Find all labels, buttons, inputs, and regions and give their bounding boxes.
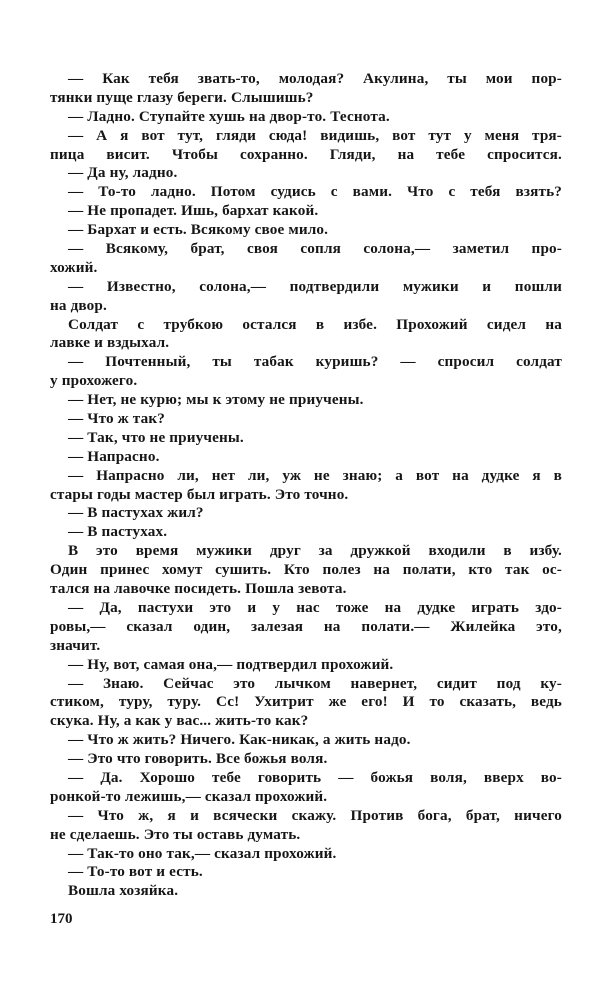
text-line: стиком, туру, туру. Сс! Ухитрит же его! И то сказать, ведь [50, 693, 562, 711]
text-line: — Напрасно. [68, 447, 160, 465]
text-line: — Да, пастухи это и у нас тоже на дудке играть здо- [68, 598, 562, 616]
text-line: — В пастухах жил? [68, 504, 204, 522]
page-number: 170 [50, 911, 73, 927]
text-line: — Всякому, брат, своя сопля солона,— заметил про- [68, 240, 562, 258]
text-line: тался на лавочке посидеть. Пошла зевота. [50, 580, 347, 598]
text-line: хожий. [50, 258, 98, 276]
text-line: не сделаешь. Это ты оставь думать. [50, 825, 301, 843]
text-line: — То-то ладно. Потом судись с вами. Что с тебя взять? [68, 183, 562, 201]
text-line: — То-то вот и есть. [68, 863, 203, 881]
text-line: — Знаю. Сейчас это лычком навернет, сидит под ку- [68, 674, 562, 692]
text-line: скука. Ну, а как у вас... жить-то как? [50, 712, 309, 730]
text-line: — Так-то оно так,— сказал прохожий. [68, 844, 337, 862]
text-line: у прохожего. [50, 372, 138, 390]
text-line: — Это что говорить. Все божья воля. [68, 750, 328, 768]
text-line: — Что ж, я и всячески скажу. Против бога, брат, ничего [68, 806, 562, 824]
text-line: — Известно, солона,— подтвердили мужики и пошли [68, 277, 562, 295]
text-line: — Бархат и есть. Всякому свое мило. [68, 221, 329, 239]
text-line: — В пастухах. [68, 523, 168, 541]
text-line: — Нет, не курю; мы к этому не приучены. [68, 391, 364, 409]
text-line: — Как тебя звать-то, молодая? Акулина, ты мои пор- [68, 70, 562, 87]
text-line: — Ну, вот, самая она,— подтвердил прохожий. [68, 655, 394, 673]
text-line: тянки пуще глазу береги. Слышишь? [50, 88, 314, 106]
text-line: Один принес хомут сушить. Кто полез на полати, кто так ос- [50, 561, 562, 579]
text-line: — А я вот тут, гляди сюда! видишь, вот тут у меня тря- [68, 126, 562, 144]
text-line: ронкой-то лежишь,— сказал прохожий. [50, 787, 328, 805]
text-line: — Что ж жить? Ничего. Как-никак, а жить надо. [68, 731, 411, 749]
text-line: пица висит. Чтобы сохранно. Гляди, на тебе спросится. [50, 145, 562, 163]
text-line: Солдат с трубкою остался в избе. Прохожий сидел на [68, 315, 562, 333]
text-line: Вошла хозяйка. [68, 882, 179, 900]
text-line: В это время мужики друг за дружкой входили в избу. [68, 542, 562, 560]
text-line: — Так, что не приучены. [68, 428, 244, 446]
text-line: — Напрасно ли, нет ли, уж не знаю; а вот на дудке я в [68, 466, 562, 484]
text-line: на двор. [50, 296, 107, 314]
text-line: — Да. Хорошо тебе говорить — божья воля, вверх во- [68, 768, 562, 786]
text-line: лавке и вздыхал. [50, 334, 170, 352]
text-line: стары годы мастер был играть. Это точно. [50, 485, 349, 503]
text-line: — Не пропадет. Ишь, бархат какой. [68, 202, 319, 220]
text-line: значит. [50, 636, 101, 654]
text-line: — Что ж так? [68, 410, 165, 428]
text-line: — Ладно. Ступайте хушь на двор-то. Теснота. [68, 107, 390, 125]
text-line: — Да ну, ладно. [68, 164, 178, 182]
text-line: ровы,— сказал один, залезая на полати.— Жилейка это, [50, 617, 562, 635]
page-body-text [50, 70, 562, 901]
text-line: — Почтенный, ты табак куришь? — спросил солдат [68, 353, 562, 371]
